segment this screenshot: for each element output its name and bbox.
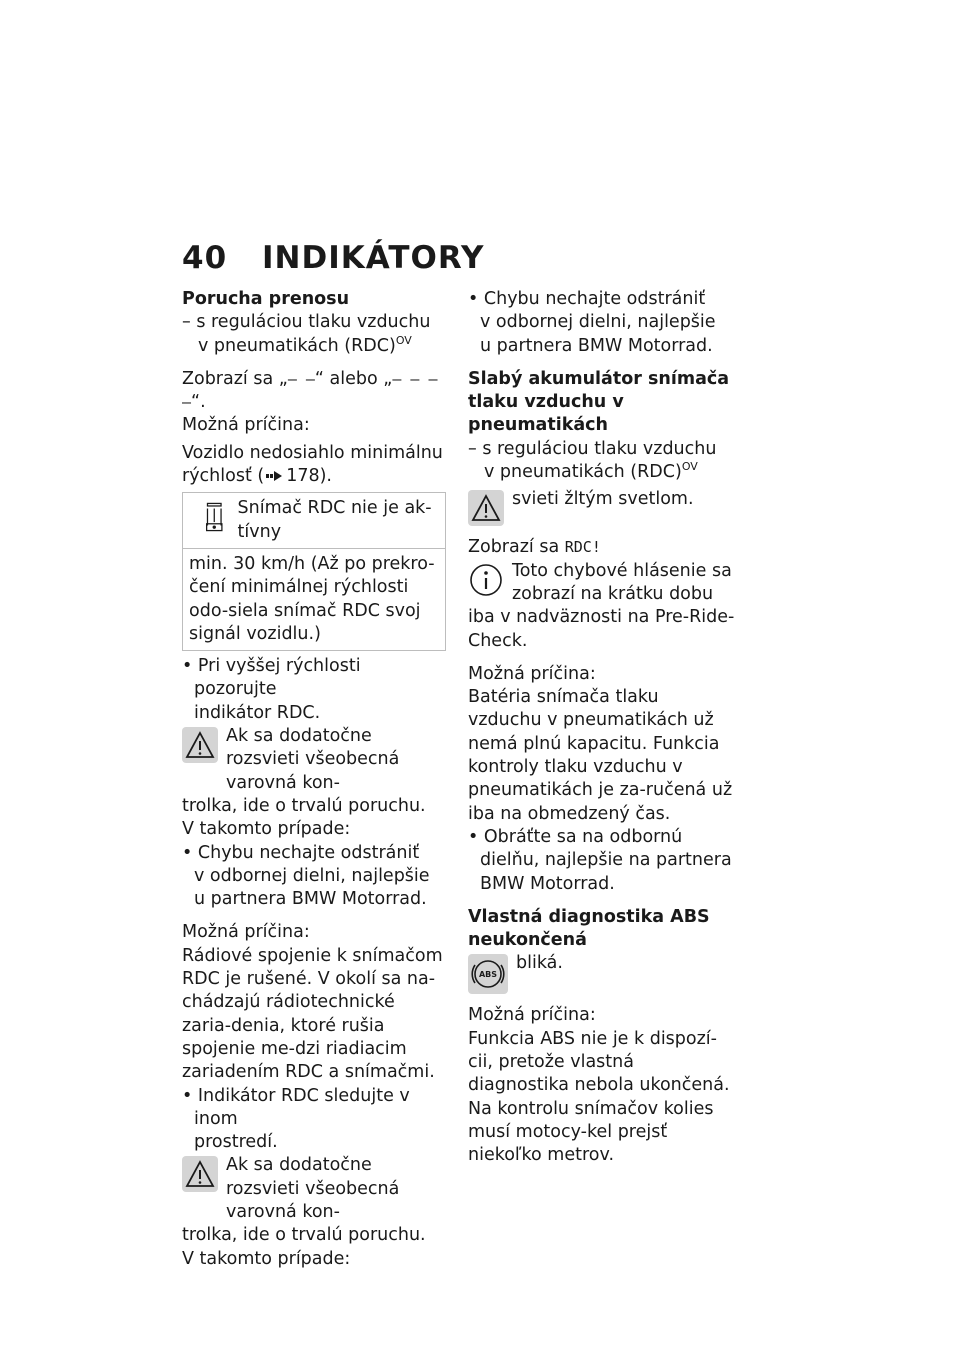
yellow-warning-text: svieti žltým svetlom.	[512, 489, 694, 510]
info-table	[182, 492, 446, 651]
info-note-text-2: iba v nadväznosti na Pre-Ride-Check.	[468, 607, 735, 651]
page-header	[182, 240, 484, 276]
abs-icon-label: ABS	[478, 970, 498, 980]
abs-note-text: bliká.	[516, 953, 563, 974]
ov-superscript: OV	[395, 333, 412, 347]
info-note-text: Toto chybové hlásenie sa zobrazí na krátku dobu	[512, 560, 732, 604]
condition-line: – s reguláciou tlaku vzduchu	[468, 438, 717, 459]
display-text-mid: “ alebo „	[314, 368, 393, 389]
condition-text-2: v pneumatikách (RDC)	[198, 335, 396, 356]
section-heading-transmission-fault: Porucha prenosu	[182, 289, 350, 309]
list-item-continuation: dielňu, najlepšie na partnera	[480, 850, 732, 871]
warning-note-text-2: trolka, ide o trvalú poruchu.	[182, 795, 426, 816]
case-label: V takomto prípade:	[182, 819, 351, 840]
cause-text: Funkcia ABS nie je k dispozí-cii, pretože vlastná diagnostika nebola ukončená. Na kontrolu snímačov kolies musí motocy-kel prejsť niekoľko metrov.	[468, 1028, 730, 1166]
list-item-continuation: v odbornej dielni, najlepšie	[194, 865, 430, 886]
warning-note-text: Ak sa dodatočne rozsvieti všeobecná varovná kon-	[226, 726, 400, 793]
page-ref: 178).	[286, 466, 332, 487]
yellow-warning-note	[468, 488, 736, 526]
right-column	[468, 288, 736, 1168]
list-item-continuation: prostredí.	[194, 1132, 278, 1153]
cause-text-2: rýchlosť (	[182, 466, 265, 487]
display-text-end: “.	[191, 392, 206, 413]
cause-label: Možná príčina:	[182, 415, 310, 436]
table-row-text: min. 30 km/h (Až po prekro-čení minimálnej rýchlosti odo-siela snímač RDC svoj signál vozidlu.)	[189, 553, 435, 644]
condition-line-2	[182, 335, 446, 358]
list-item: • Chybu nechajte odstrániť	[182, 842, 420, 863]
condition-text: – s reguláciou tlaku vzduchu	[182, 312, 431, 333]
display-code-1: – –	[287, 369, 315, 388]
display-text: Zobrazí sa „	[182, 368, 288, 389]
table-row-text: Snímač RDC nie je ak-tívny	[237, 498, 432, 542]
section-heading-abs-diagnostics: Vlastná diagnostika ABS neukončená	[468, 906, 710, 951]
condition-line	[182, 311, 446, 334]
list-item: • Pri vyššej rýchlosti pozorujte	[182, 656, 361, 700]
list-item-continuation: indikátor RDC.	[194, 702, 321, 723]
arrow-ref-icon	[266, 470, 284, 482]
list-item: • Indikátor RDC sledujte v inom	[182, 1085, 410, 1129]
list-item-continuation: u partnera BMW Motorrad.	[480, 335, 713, 356]
list-item-continuation: u partnera BMW Motorrad.	[194, 889, 427, 910]
table-row	[183, 548, 445, 650]
display-text: Zobrazí sa	[468, 537, 565, 558]
page-title: INDIKÁTORY	[262, 240, 485, 276]
abs-warning-icon	[468, 954, 508, 994]
ov-superscript: OV	[681, 460, 698, 474]
cause-text: Batéria snímača tlaku vzduchu v pneumatikách už nemá plnú kapacitu. Funkcia kontroly tlaku vzduchu v pneumatikách je za-ručená už iba na obmedzený čas.	[468, 687, 733, 824]
list-item: • Obráťte sa na odbornú	[468, 826, 683, 847]
warning-triangle-icon	[468, 490, 504, 526]
display-line	[468, 536, 736, 559]
page-number: 40	[182, 240, 228, 276]
cause-text-ref-line	[182, 465, 446, 488]
list-item-continuation: BMW Motorrad.	[480, 873, 615, 894]
table-row	[183, 493, 445, 548]
rdc-sensor-icon	[199, 497, 230, 537]
warning-note-text: Ak sa dodatočne rozsvieti všeobecná varovná kon-	[226, 1155, 400, 1222]
display-code-2: – – – –	[182, 369, 438, 412]
left-column	[182, 288, 446, 1271]
display-code: RDC!	[564, 538, 601, 557]
case-label: V takomto prípade:	[182, 1248, 351, 1269]
warning-note	[182, 1154, 446, 1224]
warning-note-text-2: trolka, ide o trvalú poruchu.	[182, 1225, 426, 1246]
cause-text: Rádiové spojenie k snímačom RDC je rušené. V okolí sa na-chádzajú rádiotechnické zaria-denia, ktoré rušia spojenie me-dzi riadiacim zariadením RDC a snímačmi.	[182, 945, 443, 1083]
warning-triangle-icon	[182, 1156, 218, 1192]
list-item-continuation: v odbornej dielni, najlepšie	[480, 312, 716, 333]
info-note	[468, 560, 736, 607]
warning-note	[182, 725, 446, 795]
cause-label: Možná príčina:	[182, 922, 310, 943]
cause-label: Možná príčina:	[468, 1005, 596, 1026]
cause-text: Vozidlo nedosiahlo minimálnu	[182, 442, 443, 463]
info-icon	[468, 562, 504, 598]
warning-triangle-icon	[182, 727, 218, 763]
condition-line-2	[468, 461, 736, 484]
cause-label: Možná príčina:	[468, 663, 596, 684]
section-heading-weak-battery: Slabý akumulátor snímača tlaku vzduchu v pneumatikách	[468, 368, 730, 436]
display-line	[182, 368, 446, 415]
condition-text-2: v pneumatikách (RDC)	[484, 462, 682, 483]
list-item: • Chybu nechajte odstrániť	[468, 289, 706, 309]
abs-note	[468, 952, 736, 994]
